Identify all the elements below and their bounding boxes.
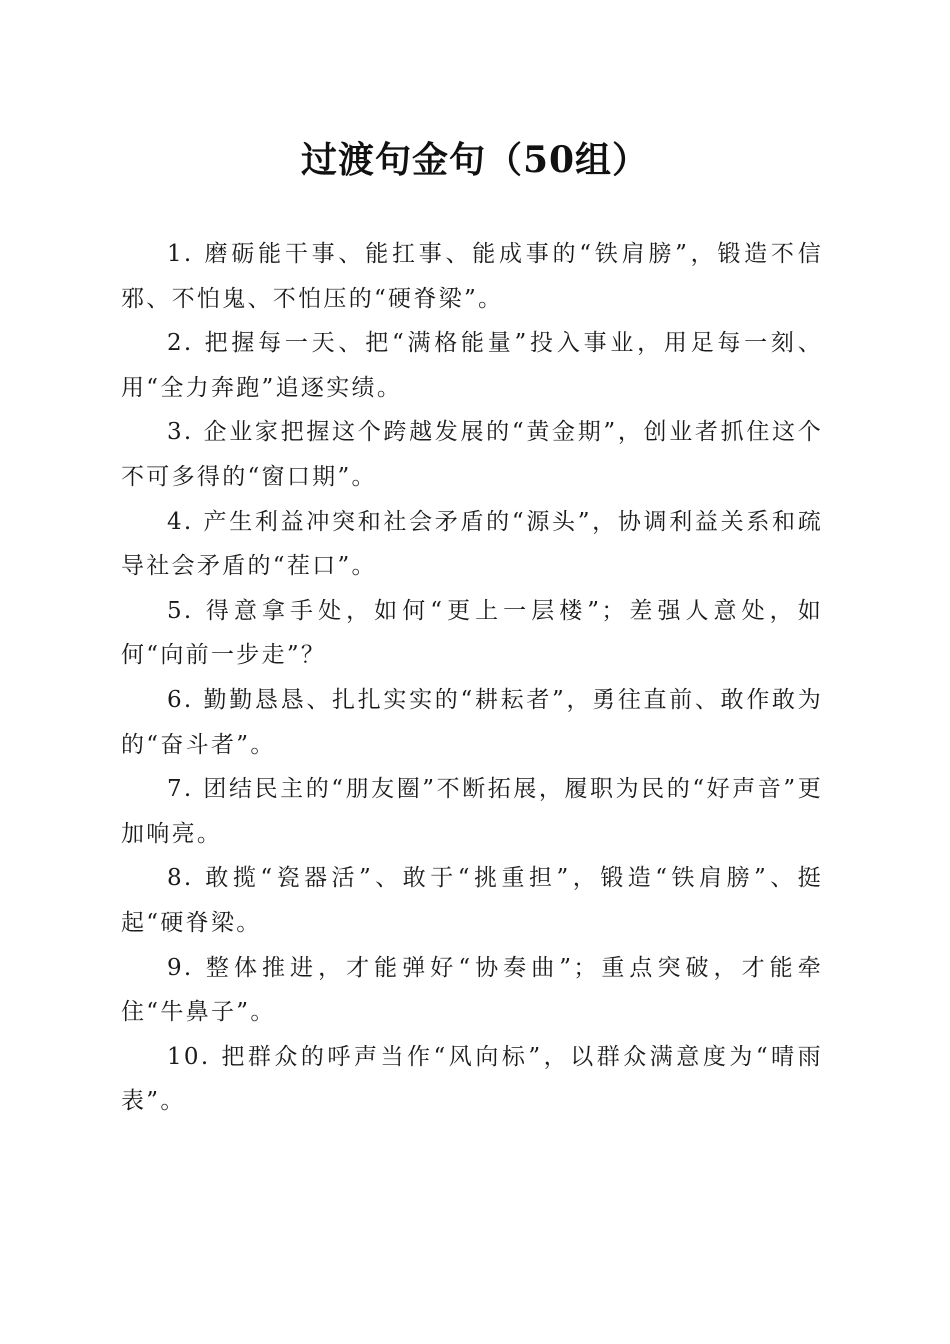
list-item: 9. 整体推进，才能弹好“协奏曲”；重点突破，才能牵住“牛鼻子”。 [121, 954, 823, 1026]
list-item: 3. 企业家把握这个跨越发展的“黄金期”，创业者抓住这个不可多得的“窗口期”。 [121, 419, 823, 490]
list-item: 4. 产生利益冲突和社会矛盾的“源头”，协调利益关系和疏导社会矛盾的“茬口”。 [121, 508, 823, 580]
list-item: 8. 敢揽“瓷器活”、敢于“挑重担”，锻造“铁肩膀”、挺起“硬脊梁。 [121, 865, 823, 936]
list-item: 10. 把群众的呼声当作“风向标”，以群众满意度为“晴雨表”。 [121, 1043, 823, 1115]
document-title: 过渡句金句（50组） [300, 139, 650, 181]
list-item: 5. 得意拿手处，如何“更上一层楼”；差强人意处，如何“向前一步走”？ [121, 597, 823, 669]
list-item: 6. 勤勤恳恳、扎扎实实的“耕耘者”，勇往直前、敢作敢为的“奋斗者”。 [121, 686, 823, 758]
list-item: 2. 把握每一天、把“满格能量”投入事业，用足每一刻、用“全力奔跑”追逐实绩。 [121, 330, 823, 401]
list-item: 1. 磨砺能干事、能扛事、能成事的“铁肩膀”，锻造不信邪、不怕鬼、不怕压的“硬脊梁”。 [121, 241, 823, 312]
list-item: 7. 团结民主的“朋友圈”不断拓展，履职为民的“好声音”更加响亮。 [121, 776, 823, 847]
document-body [121, 232, 823, 1124]
